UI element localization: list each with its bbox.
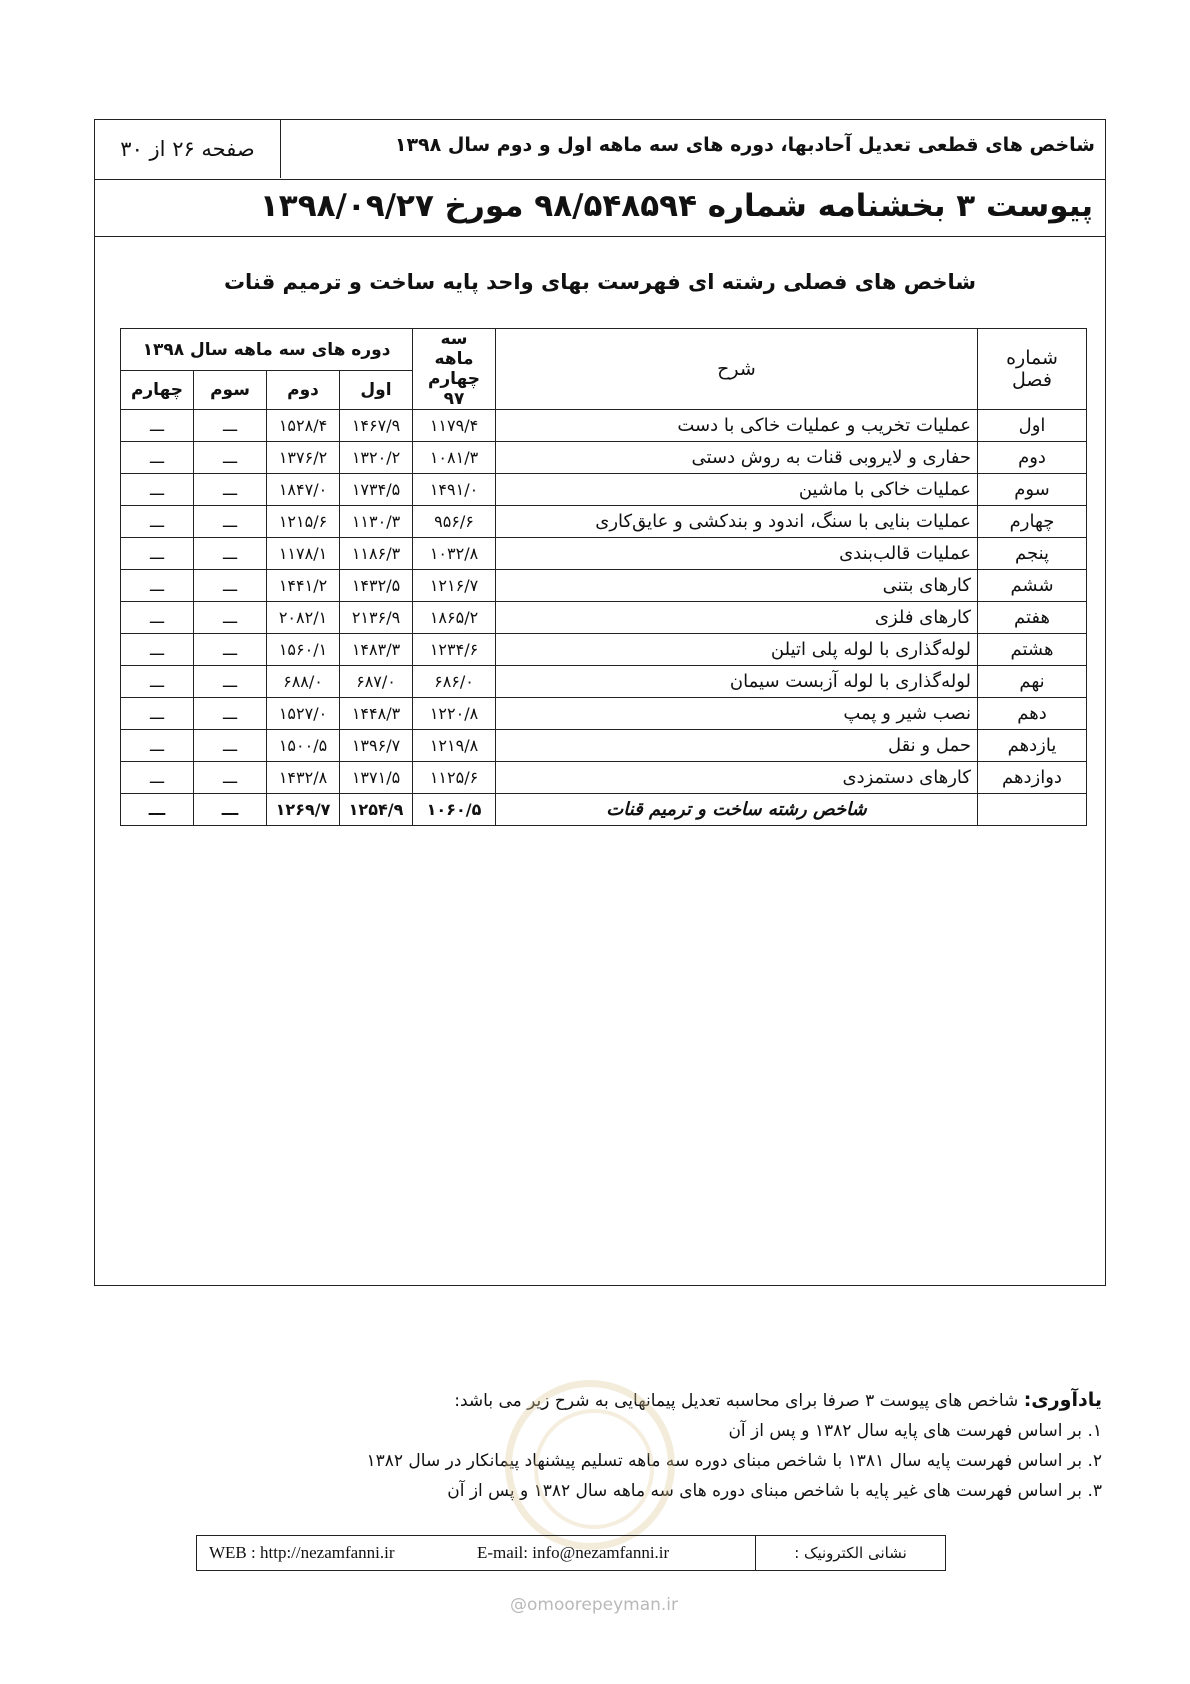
table-row — [121, 506, 1087, 538]
footer-contact — [196, 1535, 946, 1571]
q3-cell: ـــ — [194, 634, 267, 666]
q1-cell: ۱۱۸۶/۳ — [340, 538, 413, 570]
q1-cell: ۱۳۷۱/۵ — [340, 762, 413, 794]
notes-item: ۱. بر اساس فهرست های پایه سال ۱۳۸۲ و پس از آن — [728, 1421, 1102, 1441]
q4-cell: ـــ — [121, 506, 194, 538]
q4-cell: ـــ — [121, 698, 194, 730]
q1-cell: ۶۸۷/۰ — [340, 666, 413, 698]
description-cell: عملیات بنایی با سنگ، اندود و بندکشی و عایق‌کاری — [496, 506, 978, 538]
description-cell: کارهای بتنی — [496, 570, 978, 602]
chapter-cell: سوم — [978, 474, 1087, 506]
col-header-chapter: شماره فصل — [978, 329, 1087, 410]
q4-cell: ـــ — [121, 602, 194, 634]
q2-cell: ۱۵۰۰/۵ — [267, 730, 340, 762]
q3-cell: ـــ — [194, 442, 267, 474]
q4-cell: ـــ — [121, 570, 194, 602]
col-header-q4: چهارم — [121, 371, 194, 410]
q4-cell: ـــ — [121, 474, 194, 506]
q4-cell: ـــ — [121, 538, 194, 570]
chapter-cell: اول — [978, 410, 1087, 442]
col-header-q4-97: سه ماهه چهارم ۹۷ — [413, 329, 496, 410]
q2-cell: ۱۵۲۷/۰ — [267, 698, 340, 730]
col-header-q3: سوم — [194, 371, 267, 410]
table-row — [121, 410, 1087, 442]
header-row — [95, 120, 1105, 180]
q1-cell: ۱۷۳۴/۵ — [340, 474, 413, 506]
total-row — [121, 794, 1087, 826]
email-link[interactable]: E-mail: info@nezamfanni.ir — [477, 1543, 670, 1562]
document-title: شاخص های قطعی تعدیل آحادبها، دوره های سه ماهه اول و دوم سال ۱۳۹۸ — [394, 134, 1095, 156]
watermark-text: @omoorepeyman.ir — [510, 1595, 679, 1615]
q3-cell: ـــ — [194, 666, 267, 698]
q2-cell: ۱۴۳۲/۸ — [267, 762, 340, 794]
description-cell: عملیات قالب‌بندی — [496, 538, 978, 570]
q4-97-cell: ۱۸۶۵/۲ — [413, 602, 496, 634]
description-cell: حفاری و لایروبی قنات به روش دستی — [496, 442, 978, 474]
q3-cell: ـــ — [194, 602, 267, 634]
q2-cell: ۲۰۸۲/۱ — [267, 602, 340, 634]
q1-cell: ۱۴۸۳/۳ — [340, 634, 413, 666]
q4-cell: ـــ — [121, 730, 194, 762]
q1-cell: ۱۲۵۴/۹ — [340, 794, 413, 826]
q4-97-cell: ۶۸۶/۰ — [413, 666, 496, 698]
q4-cell: ـــ — [121, 794, 194, 826]
notes-item: ۳. بر اساس فهرست های غیر پایه با شاخص مبنای دوره های سه ماهه سال ۱۳۸۲ و پس از آن — [447, 1481, 1102, 1501]
col-group-1398: دوره های سه ماهه سال ۱۳۹۸ — [121, 329, 413, 371]
q4-97-cell: ۱۲۱۹/۸ — [413, 730, 496, 762]
description-cell: حمل و نقل — [496, 730, 978, 762]
annex-title: پیوست ۳ بخشنامه شماره ۹۸/۵۴۸۵۹۴ مورخ ۱۳۹۸/۰۹/۲۷ — [259, 188, 1093, 224]
q4-cell: ـــ — [121, 442, 194, 474]
q3-cell: ـــ — [194, 506, 267, 538]
q4-cell: ـــ — [121, 666, 194, 698]
chapter-cell: نهم — [978, 666, 1087, 698]
chapter-cell: ششم — [978, 570, 1087, 602]
chapter-cell: هشتم — [978, 634, 1087, 666]
table-row — [121, 538, 1087, 570]
description-cell: کارهای دستمزدی — [496, 762, 978, 794]
table-row — [121, 698, 1087, 730]
q2-cell: ۱۳۷۶/۲ — [267, 442, 340, 474]
col-header-q1: اول — [340, 371, 413, 410]
q2-cell: ۱۵۶۰/۱ — [267, 634, 340, 666]
description-cell: لوله‌گذاری با لوله آزبست سیمان — [496, 666, 978, 698]
table-row — [121, 442, 1087, 474]
q4-cell: ـــ — [121, 762, 194, 794]
q3-cell: ـــ — [194, 570, 267, 602]
q4-97-cell: ۱۲۱۶/۷ — [413, 570, 496, 602]
q4-cell: ـــ — [121, 410, 194, 442]
q2-cell: ۱۸۴۷/۰ — [267, 474, 340, 506]
q3-cell: ـــ — [194, 698, 267, 730]
description-cell: نصب شیر و پمپ — [496, 698, 978, 730]
q2-cell: ۱۱۷۸/۱ — [267, 538, 340, 570]
table-row — [121, 570, 1087, 602]
q1-cell: ۱۱۳۰/۳ — [340, 506, 413, 538]
q2-cell: ۶۸۸/۰ — [267, 666, 340, 698]
table-row — [121, 634, 1087, 666]
q2-cell: ۱۲۶۹/۷ — [267, 794, 340, 826]
page-frame — [94, 119, 1106, 1286]
footer-label: نشانی الکترونیک : — [755, 1536, 945, 1570]
q3-cell: ـــ — [194, 762, 267, 794]
q1-cell: ۱۴۶۷/۹ — [340, 410, 413, 442]
annex-row — [95, 180, 1105, 237]
q2-cell: ۱۲۱۵/۶ — [267, 506, 340, 538]
description-cell: لوله‌گذاری با لوله پلی اتیلن — [496, 634, 978, 666]
q3-cell: ـــ — [194, 410, 267, 442]
q4-97-cell: ۱۲۲۰/۸ — [413, 698, 496, 730]
q1-cell: ۱۳۹۶/۷ — [340, 730, 413, 762]
q3-cell: ـــ — [194, 474, 267, 506]
index-table — [120, 328, 1087, 826]
table-row — [121, 602, 1087, 634]
description-cell: عملیات تخریب و عملیات خاکی با دست — [496, 410, 978, 442]
chapter-cell: دوازدهم — [978, 762, 1087, 794]
table-row — [121, 474, 1087, 506]
chapter-cell: پنجم — [978, 538, 1087, 570]
section-title: شاخص های فصلی رشته ای فهرست بهای واحد پایه ساخت و ترمیم قنات — [223, 270, 977, 294]
q1-cell: ۱۴۳۲/۵ — [340, 570, 413, 602]
notes-intro: شاخص های پیوست ۳ صرفا برای محاسبه تعدیل پیمانهایی به شرح زیر می باشد: — [454, 1391, 1019, 1411]
seal-logo — [505, 1380, 675, 1550]
table-row — [121, 762, 1087, 794]
q4-97-cell: ۱۰۳۲/۸ — [413, 538, 496, 570]
total-description-cell: شاخص رشته ساخت و ترمیم قنات — [496, 794, 978, 826]
q1-cell: ۱۳۲۰/۲ — [340, 442, 413, 474]
chapter-cell: دهم — [978, 698, 1087, 730]
q4-cell: ـــ — [121, 634, 194, 666]
table-row — [121, 666, 1087, 698]
q4-97-cell: ۱۴۹۱/۰ — [413, 474, 496, 506]
q3-cell: ـــ — [194, 538, 267, 570]
notes-item: ۲. بر اساس فهرست پایه سال ۱۳۸۱ با شاخص مبنای دوره سه ماهه تسلیم پیشنهاد پیمانکار در سال ۱۳۸۲ — [366, 1451, 1102, 1471]
q1-cell: ۲۱۳۶/۹ — [340, 602, 413, 634]
q3-cell: ـــ — [194, 794, 267, 826]
q4-97-cell: ۱۱۲۵/۶ — [413, 762, 496, 794]
chapter-cell: چهارم — [978, 506, 1087, 538]
q2-cell: ۱۴۴۱/۲ — [267, 570, 340, 602]
chapter-cell — [978, 794, 1087, 826]
q3-cell: ـــ — [194, 730, 267, 762]
q1-cell: ۱۴۴۸/۳ — [340, 698, 413, 730]
chapter-cell: دوم — [978, 442, 1087, 474]
chapter-cell: یازدهم — [978, 730, 1087, 762]
table-row — [121, 730, 1087, 762]
description-cell: کارهای فلزی — [496, 602, 978, 634]
q4-97-cell: ۹۵۶/۶ — [413, 506, 496, 538]
q4-97-cell: ۱۰۸۱/۳ — [413, 442, 496, 474]
q4-97-cell: ۱۲۳۴/۶ — [413, 634, 496, 666]
chapter-cell: هفتم — [978, 602, 1087, 634]
col-header-q2: دوم — [267, 371, 340, 410]
notes-label: یادآوری: — [1023, 1389, 1102, 1411]
description-cell: عملیات خاکی با ماشین — [496, 474, 978, 506]
q4-97-cell: ۱۱۷۹/۴ — [413, 410, 496, 442]
q4-97-cell: ۱۰۶۰/۵ — [413, 794, 496, 826]
q2-cell: ۱۵۲۸/۴ — [267, 410, 340, 442]
col-header-description: شرح — [496, 329, 978, 410]
web-link[interactable]: WEB : http://nezamfanni.ir — [209, 1543, 395, 1562]
page-number: صفحه ۲۶ از ۳۰ — [95, 120, 281, 178]
